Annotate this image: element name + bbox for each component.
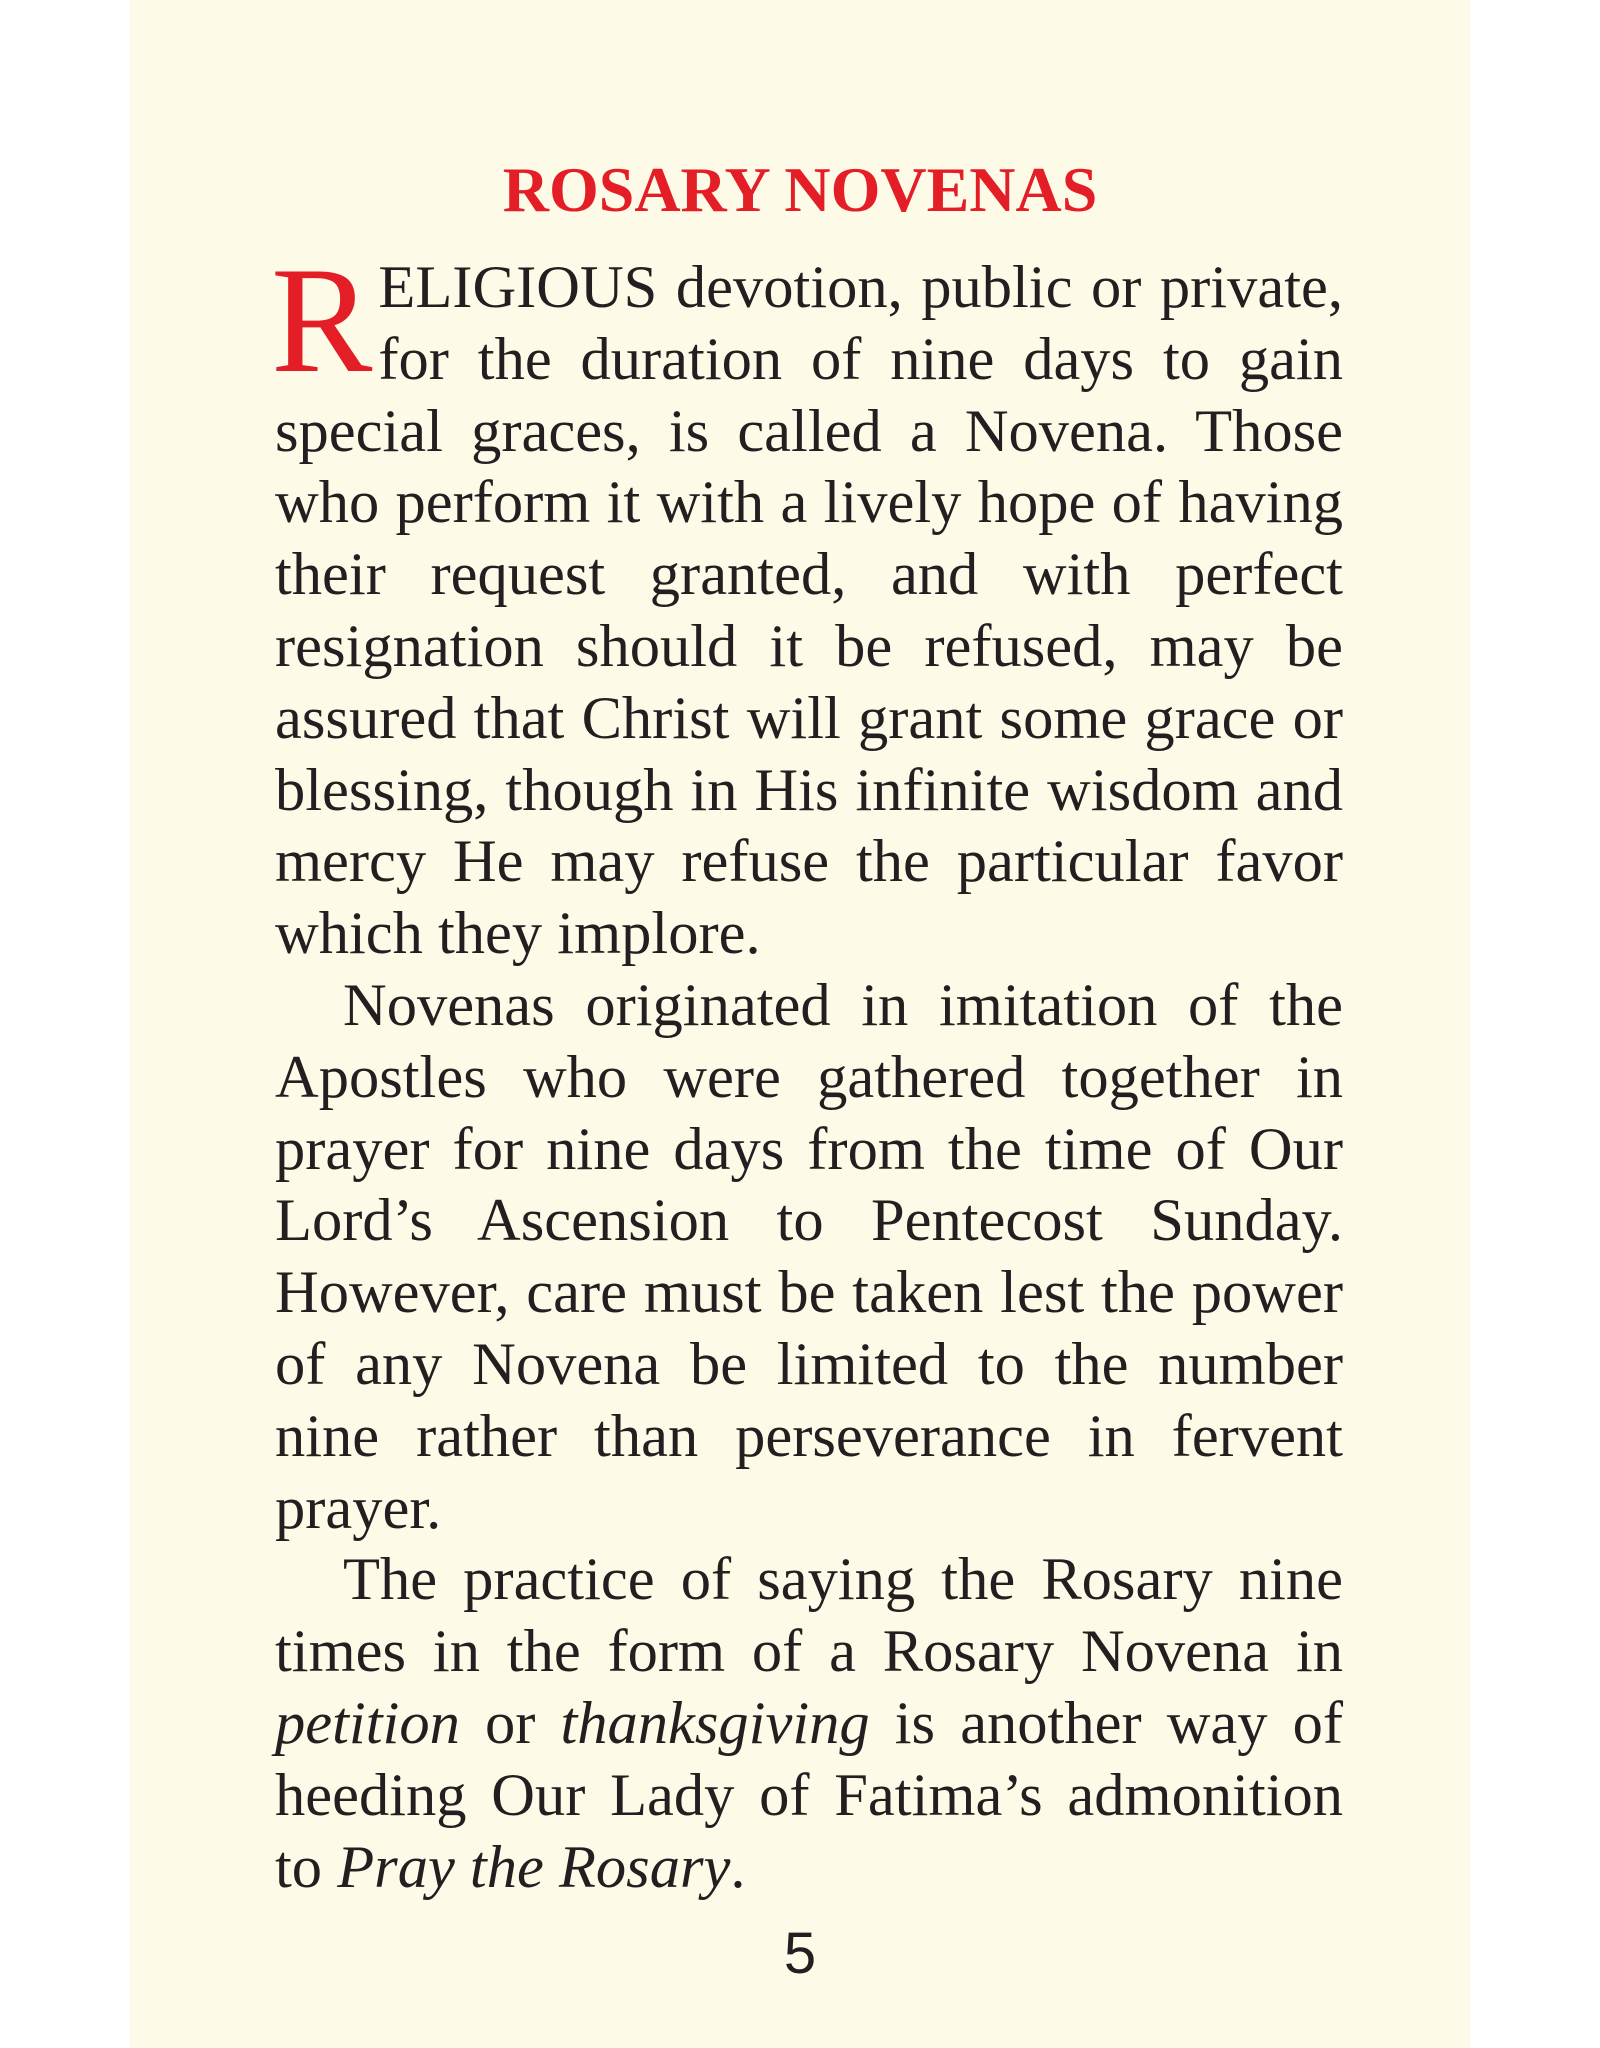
body-text bbox=[271, 236, 1343, 1903]
paragraph-1 bbox=[271, 236, 1343, 970]
page-title: ROSARY NOVENAS bbox=[502, 154, 1098, 225]
page-number: 5 bbox=[783, 1921, 817, 1986]
italic-petition: petition bbox=[275, 1689, 460, 1757]
paragraph-3-text-1: The practice of saying the Rosary nine times in the form of a Rosary Novena in bbox=[275, 1546, 1343, 1686]
paragraph-3-text-2: or bbox=[459, 1689, 561, 1757]
drop-cap: R bbox=[271, 236, 373, 404]
paragraph-3-text-3: is another way of heeding Our Lady of Fatima’s admonition to bbox=[275, 1689, 1343, 1901]
paragraph-1-text: ELIGIOUS devotion, public or private, for the duration of nine days to gain special graces, is called a Novena. Those who perform it with a lively hope of having their request granted, and with perfect resignation should it be refused, may be assured that Christ will grant some grace or blessing, though in His infinite wisdom and mercy He may refuse the particular favor which they implore. bbox=[275, 254, 1343, 968]
italic-thanksgiving: thanksgiving bbox=[560, 1689, 870, 1757]
paragraph-2: Novenas originated in imitation of the Apostles who were gathered together in prayer for nine days from the time of Our Lord’s Ascension to Pentecost Sunday. However, care must be taken lest the power of any Novena be limited to the number nine rather than perseverance in fervent prayer. bbox=[275, 971, 1343, 1542]
italic-pray-the-rosary: Pray the Rosary bbox=[337, 1833, 731, 1901]
paragraph-3-text-4: . bbox=[730, 1833, 746, 1901]
paragraph-3 bbox=[275, 1544, 1343, 1903]
book-page bbox=[130, 0, 1470, 2048]
